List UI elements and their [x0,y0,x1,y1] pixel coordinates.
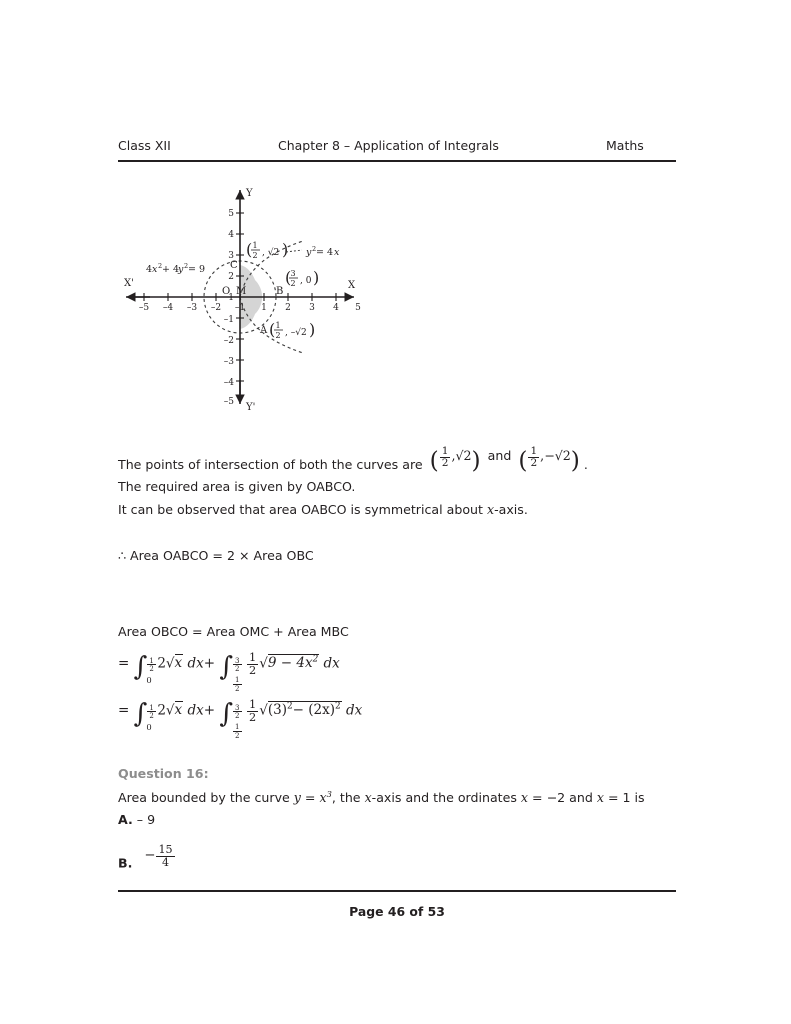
svg-text:+ 4: + 4 [162,264,180,275]
q-var-x3: x [520,790,529,806]
eq1-int1-coef: 2 [157,655,166,672]
svg-text:2: 2 [184,262,189,270]
x-negative-axis-label: X' [124,278,134,289]
svg-text:–5: –5 [138,303,150,313]
eq1-equals: = [118,655,130,672]
eq2-int2-radicand: $(3)^2- (2x)^2$ [267,701,341,719]
option-a-value: – 9 [136,812,156,827]
svg-text:3: 3 [290,269,296,278]
eq1-integral-2-symbol: ∫ [219,652,234,683]
eq1-integral-1-symbol: ∫ [133,652,148,683]
graph-figure [110,176,390,424]
eq2-int2-sqrt: √ [259,702,268,719]
line-intersection [118,445,588,478]
eq2-int1-coef: 2 [157,702,166,719]
option-a-label: A. [118,812,133,827]
equation-1: = ∫ $\frac{1}{2}$ 0 2√x dx+ ∫ $\frac{3}{2}$ $\frac{1}{2}$ $\frac{1}{2}$ $√9 - 4x^2$ dx [118,650,340,693]
line-required-area: The required area is given by OABCO. [118,479,356,494]
y-axis-label: Y [246,188,253,199]
header-chapter: Chapter 8 – Application of Integrals [278,138,499,153]
eq1-int1-dx: dx [187,655,204,672]
q-var-x4: x [596,790,604,806]
header-subject: Maths [606,138,644,153]
svg-text:–2: –2 [210,303,222,313]
line-area-sum: Area OBCO = Area OMC + Area MBC [118,624,349,639]
q-var-y: y [293,790,301,806]
eq2-int1-dx: dx [187,702,204,719]
x-axis-label: X [348,280,356,291]
q-text-d: = −2 and [528,790,597,806]
svg-text:3: 3 [228,251,234,261]
point-b-coordinates [285,268,319,288]
eq2-integral-2-symbol: ∫ [219,699,234,730]
svg-text:= 4: = 4 [316,247,334,258]
svg-text:1: 1 [228,293,234,303]
svg-text:2: 2 [290,279,296,288]
q-text-a: Area bounded by the curve [118,790,294,806]
svg-text:4: 4 [333,303,339,313]
svg-text:1: 1 [261,303,267,313]
svg-text:, √2: , √2 [262,248,280,258]
eq1-int2-dx: dx [323,655,340,672]
svg-text:, 0: , 0 [300,276,312,286]
eq1-int1-radicand: x [174,655,183,672]
header-class: Class XII [118,138,171,153]
svg-text:x: x [152,264,158,275]
eq2-int1-radicand: x [174,702,183,719]
svg-text:(: ( [269,320,276,339]
option-b-value [144,843,175,869]
p1-den: 2 [441,457,449,470]
q-var-x2: x [364,790,372,806]
symmetry-text-b: -axis. [494,502,528,517]
eq2-int1-sqrt: √ [165,702,175,719]
svg-text:2: 2 [158,262,163,270]
svg-text:4: 4 [228,230,234,240]
p2-num: 1 [530,445,538,457]
svg-text:–5: –5 [223,397,234,407]
footer-page-number: Page 46 of 53 [349,904,445,919]
y-tick-labels [224,209,235,407]
page-header [118,138,676,153]
p2-y: −√2 [544,448,571,464]
option-b-den: 4 [156,856,174,869]
eq2-int2-dx: dx [345,702,363,719]
eq1-int1-sqrt: √ [165,655,175,672]
svg-text:(: ( [246,240,253,259]
eq1-int2-fraction: $\frac{1}{2}$ [249,650,257,677]
svg-text:y: y [306,247,312,258]
eq1-int2-radicand: $9 - 4x^2$ [267,654,319,672]
svg-text:= 9: = 9 [188,264,206,275]
p1-y: √2 [455,448,472,464]
eq1-int2-sqrt: √ [259,655,268,672]
point-label-a: A [260,325,268,336]
eq2-plus: + [203,702,216,719]
equation-2: = ∫ $\frac{1}{2}$ 0 2√x dx+ ∫ $\frac{3}{2}$ $\frac{1}{2}$ $\frac{1}{2}$ $√(3)^2- (2x)^2$ dx [118,697,363,740]
q-text-c: -axis and the ordinates [371,790,521,806]
intersection-and: and [487,448,512,464]
question-label: Question 16: [118,766,209,781]
question-text [118,789,645,806]
option-b-num: 15 [158,843,173,856]
svg-text:2: 2 [285,303,291,313]
q-eq: = [300,790,320,806]
eq2-integral-1-symbol: ∫ [133,699,148,730]
q-text-b: , the [331,790,365,806]
intersection-point-2: ( $\frac{1}{2}$ ,−√2) [518,445,580,474]
option-b[interactable] [118,843,176,876]
intersection-period: . [583,457,588,473]
intersection-prefix: The points of intersection of both the curves are [118,457,423,473]
svg-text:–1: –1 [234,303,246,313]
line-therefore-area: ∴ Area OABCO = 2 × Area OBC [118,548,314,563]
point-c-coordinates [246,240,288,260]
p1-num: 1 [441,445,449,457]
footer-divider [118,890,676,892]
q-var-x: x [319,790,327,806]
svg-text:–1: –1 [223,315,234,325]
svg-text:1: 1 [252,241,258,250]
svg-text:y: y [178,264,184,275]
svg-text:2: 2 [252,251,258,260]
point-label-o: O [222,286,231,297]
svg-text:x: x [334,247,340,258]
p2-den: 2 [530,457,538,470]
option-b-sign: − [144,848,156,864]
q-text-e: = 1 is [603,790,645,806]
parabola-label [305,245,340,258]
svg-text:2: 2 [275,331,281,340]
svg-text:5: 5 [355,303,361,313]
svg-text:): ) [282,240,289,259]
svg-text:–4: –4 [162,303,174,313]
point-a-coordinates [269,320,315,340]
option-a[interactable] [118,811,155,828]
y-negative-axis-label: Y' [246,402,256,413]
circle-label [146,262,205,275]
eq2-equals: = [118,702,130,719]
svg-text:–3: –3 [186,303,198,313]
svg-text:): ) [313,268,320,287]
svg-text:–4: –4 [223,378,234,388]
svg-text:1: 1 [275,321,281,330]
svg-text:, –√2: , –√2 [285,328,307,338]
point-label-b: B [276,286,284,297]
point-label-m: M [236,286,247,297]
svg-text:4: 4 [146,264,153,275]
symmetry-x: x [486,502,495,517]
point-label-c: C [230,260,238,271]
svg-text:–2: –2 [223,336,234,346]
option-b-label: B. [118,855,133,871]
intersection-point-1: ( $\frac{1}{2}$ ,√2) [429,445,481,474]
header-divider [118,160,676,162]
svg-text:2: 2 [312,245,317,253]
svg-text:3: 3 [309,303,315,313]
eq2-int2-fraction: $\frac{1}{2}$ [249,697,257,724]
symmetry-text-a: It can be observed that area OABCO is symmetrical about [118,502,487,517]
q-exponent: 3 [326,789,332,799]
svg-text:–3: –3 [223,357,234,367]
svg-text:): ) [309,320,316,339]
eq1-plus: + [203,655,216,672]
svg-text:2: 2 [228,272,234,282]
line-symmetry [118,501,528,518]
svg-text:5: 5 [228,209,234,219]
svg-text:(: ( [285,268,292,287]
